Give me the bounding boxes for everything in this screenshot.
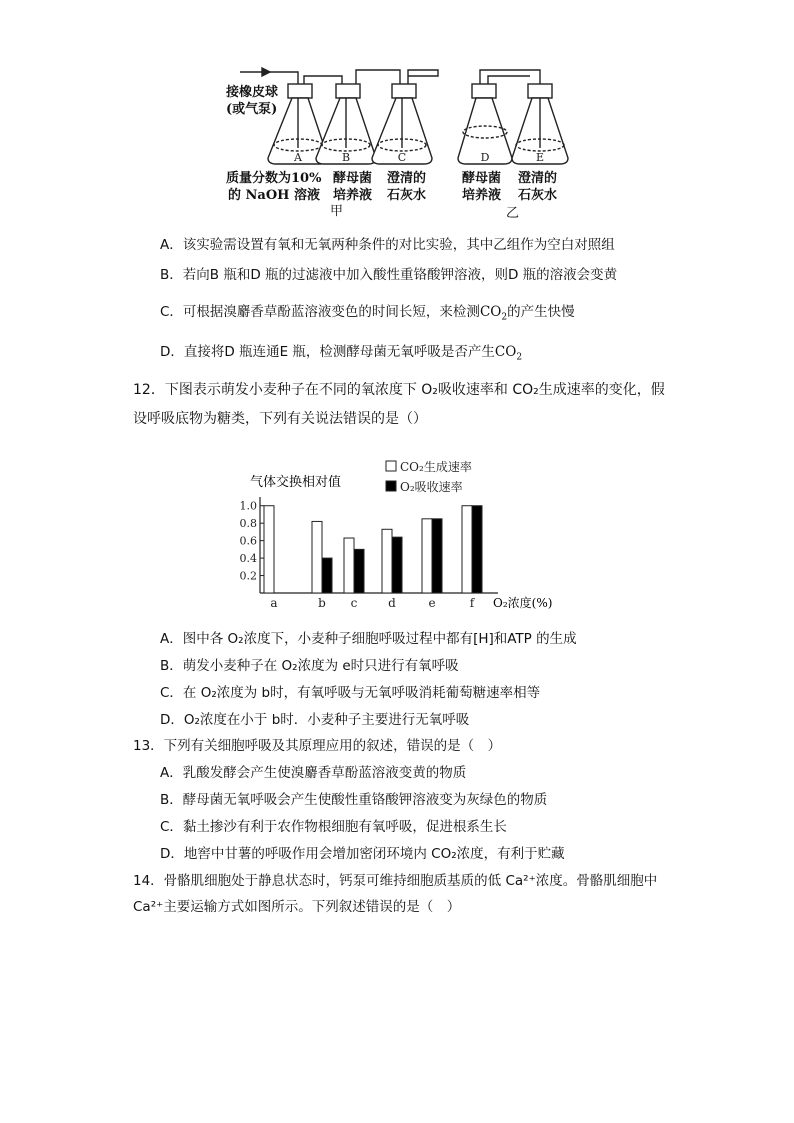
legend-label: CO₂生成速率 [400,460,472,474]
q11-option-c: C．可根据溴麝香草酚蓝溶液变色的时间长短，来检测$CO_2$的产生快慢 [160,304,575,323]
y-tick-label: 0.6 [240,534,257,548]
y-axis-label: 气体交换相对值 [250,475,342,490]
flask-letter-a: A [294,151,302,164]
flask-letter-b: B [341,151,351,164]
q12-option-c: C．在 O₂浓度为 b时，有氧呼吸与无氧呼吸消耗葡萄糖速率相等 [160,685,541,701]
legend-label: O₂吸收速率 [400,480,463,494]
x-tick-label-e: e [428,596,436,610]
x-tick-label-f: f [469,596,475,610]
q13-option-d: D．地窖中甘薯的呼吸作用会增加密闭环境内 CO₂浓度，有利于贮藏 [160,846,565,862]
group-label-jia: 甲 [330,204,344,219]
q13-option-c: C．黏土掺沙有利于农作物根细胞有氧呼吸，促进根系生长 [160,819,507,835]
x-axis-label: O₂浓度(%) [493,596,553,610]
q13-option-b: B．酵母菌无氧呼吸会产生使酸性重铬酸钾溶液变为灰绿色的物质 [160,792,548,808]
q11-option-a: A．该实验需设置有氧和无氧两种条件的对比实验，其中乙组作为空白对照组 [160,237,615,253]
o2-bar-e [432,519,442,593]
legend-swatch [386,481,396,491]
co2-bar-f [462,506,472,593]
q12-stem-1: 12．下图表示萌发小麦种子在不同的氧浓度下 O₂吸收速率和 CO₂生成速率的变化，假 [133,382,665,398]
co2-bar-d [382,529,392,593]
legend-swatch [386,461,396,471]
co2-bar-e [422,519,432,593]
caption-d-1: 酵母菌 [462,171,502,186]
pump-label-sub: (或气泵) [226,102,278,117]
x-tick-label-d: d [388,596,396,610]
y-tick-label: 0.8 [240,517,257,531]
caption-d-2: 培养液 [462,188,502,203]
q13-stem: 13．下列有关细胞呼吸及其原理应用的叙述，错误的是（ ） [133,738,502,754]
y-tick-label: 0.4 [240,552,257,566]
q11-option-b: B．若向B 瓶和D 瓶的过滤液中加入酸性重铬酸钾溶液，则D 瓶的溶液会变黄 [160,267,618,283]
q13-option-a: A．乳酸发酵会产生使溴麝香草酚蓝溶液变黄的物质 [160,765,467,781]
co2-bar-c [344,538,354,593]
q12-option-a: A．图中各 O₂浓度下，小麦种子细胞呼吸过程中都有[H]和ATP 的生成 [160,631,577,647]
q12-option-b: B．萌发小麦种子在 O₂浓度为 e时只进行有氧呼吸 [160,658,459,674]
q12-option-d: D．O₂浓度在小于 b时．小麦种子主要进行无氧呼吸 [160,712,470,728]
caption-b-2: 培养液 [333,188,373,203]
o2-bar-c [354,549,364,593]
caption-a-2: 的 NaOH 溶液 [228,188,320,203]
o2-bar-b [322,558,332,593]
co2-bar-a [264,506,274,593]
pump-label: 接橡皮球 [226,85,279,100]
x-tick-label-b: b [318,596,326,610]
caption-e-2: 石灰水 [518,188,558,203]
x-tick-label-a: a [270,596,278,610]
q11-option-d: D．直接将D 瓶连通E 瓶，检测酵母菌无氧呼吸是否产生$CO_2$ [160,344,523,363]
caption-c-1: 澄清的 [387,171,427,186]
flask-letter-e: E [535,151,545,164]
y-tick-label: 1.0 [240,499,257,513]
flask-letter-d: D [480,151,490,164]
flask-letter-c: C [397,151,407,164]
o2-bar-d [392,537,402,593]
co2-bar-b [312,521,322,593]
o2-bar-f [472,506,482,593]
q14-stem-2: Ca²⁺主要运输方式如图所示。下列叙述错误的是（ ） [133,899,461,915]
caption-c-2: 石灰水 [387,188,427,203]
q14-stem-1: 14．骨骼肌细胞处于静息状态时，钙泵可维持细胞质基质的低 Ca²⁺浓度。骨骼肌细胞中 [133,873,658,889]
q12-stem-2: 设呼吸底物为糖类，下列有关说法错误的是（） [133,411,427,427]
group-label-yi: 乙 [506,206,520,221]
x-tick-label-c: c [350,596,358,610]
caption-e-1: 澄清的 [518,171,558,186]
bar-chart [240,455,570,615]
caption-a-1: 质量分数为10% [226,171,322,186]
caption-b-1: 酵母菌 [333,171,373,186]
y-tick-label: 0.2 [240,569,257,583]
